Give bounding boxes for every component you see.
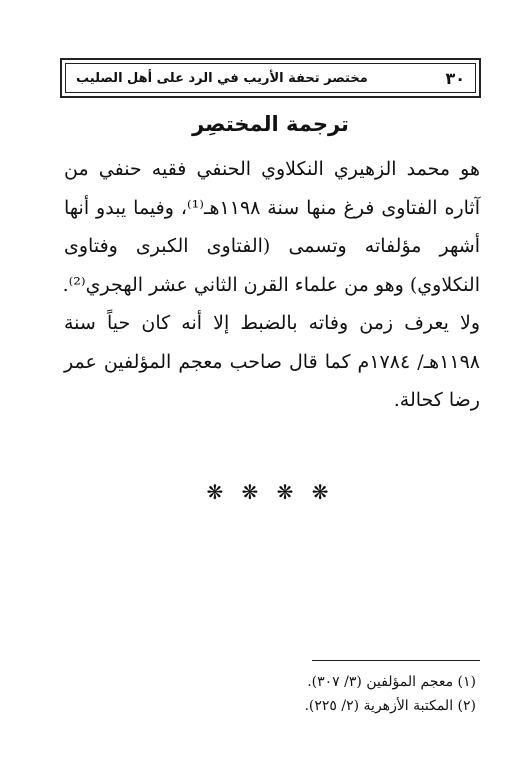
footnote-item: (١) معجم المؤلفين (٣/ ٣٠٧). xyxy=(307,674,476,690)
footnote-divider xyxy=(312,660,480,661)
section-separator: ❋ ❋ ❋ ❋ xyxy=(206,480,335,504)
running-header-inner xyxy=(65,63,476,93)
running-header xyxy=(60,58,481,98)
body-line: ولا يعرف زمن وفاته بالضبط إلا أنه كان حياً سنة xyxy=(64,312,480,334)
body-line: أشهر مؤلفاته وتسمى (الفتاوى الكبرى وفتاوى xyxy=(64,235,480,257)
footnote-item: (٢) المكتبة الأزهرية (٢/ ٢٢٥). xyxy=(304,698,476,714)
running-title: مختصر تحفة الأريب في الرد على أهل الصليب xyxy=(76,70,368,86)
body-line: ١١٩٨هـ/ ١٧٨٤م كما قال صاحب معجم المؤلفين عمر xyxy=(64,350,481,373)
body-text xyxy=(64,150,480,420)
section-title: ترجمة المختصِر xyxy=(192,112,349,136)
footnotes xyxy=(60,670,476,718)
body-line: رضا كحالة. xyxy=(393,389,480,411)
body-line: آثاره الفتاوى فرغ منها سنة ١١٩٨هـ⁽¹⁾، وفيما يبدو أنها xyxy=(64,196,480,219)
body-line: هو محمد الزهيري النكلاوي الحنفي فقيه حنفي من xyxy=(64,158,480,180)
body-line: النكلاوي) وهو من علماء القرن الثاني عشر الهجري⁽²⁾. xyxy=(62,273,480,296)
page-number: ٣٠ xyxy=(445,68,465,88)
